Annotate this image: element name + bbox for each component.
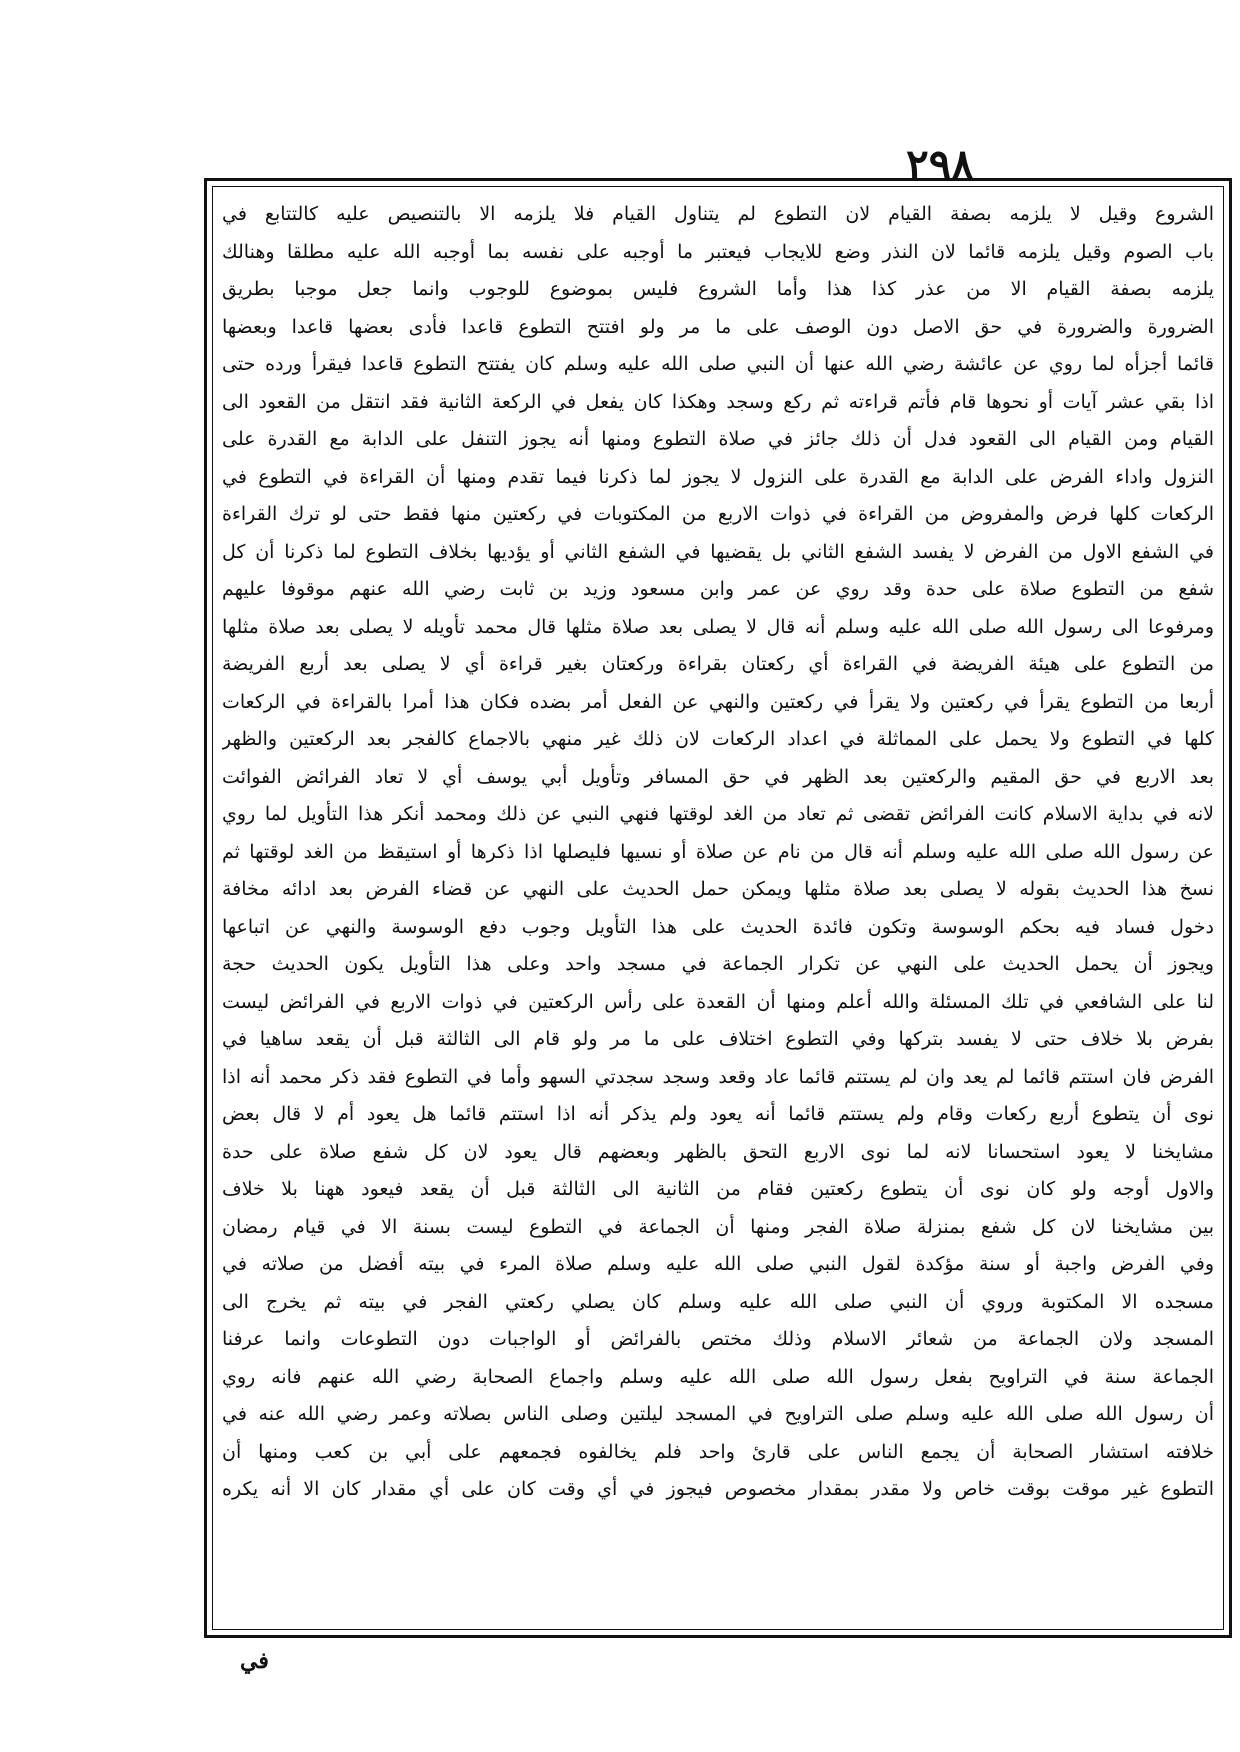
text-line: القيام ومن القيام الى القعود فدل أن ذلك جائز في صلاة التطوع ومنها أنه يجوز التنفل على الدابة مع القدرة على bbox=[222, 428, 1214, 450]
text-line: ومرفوعا الى رسول الله صلى الله عليه وسلم أنه قال لا يصلى بعد صلاة مثلها قال محمد تأويله لا يصلى بعد صلاة مثلها bbox=[222, 615, 1214, 638]
text-line: الضرورة والضرورة في حق الاصل دون الوصف على ما مر ولو افتتح التطوع قاعدا فأدى بعضها قاعدا وبعضها bbox=[222, 315, 1214, 338]
text-line: بعد الاربع في حق المقيم والركعتين بعد الظهر في حق المسافر وتأويل أبي يوسف أي لا تعاد الفرائض الفوائت bbox=[222, 765, 1214, 788]
text-line: عن رسول الله صلى الله عليه وسلم أنه قال من نام عن صلاة أو نسيها فليصلها اذا ذكرها أو استيقظ من الغد لوقتها ثم bbox=[222, 840, 1214, 863]
text-line: اذا بقي عشر آيات أو نحوها قام فأتم قراءته ثم ركع وسجد وهكذا كان يفعل في الركعة الثانية فقد انتقل من القعود الى bbox=[222, 390, 1214, 413]
text-line: لنا على الشافعي في تلك المسئلة والله أعلم ومنها أن القعدة على رأس الركعتين في ذوات الاربع في الفرائض ليست bbox=[222, 990, 1214, 1013]
text-line: بين مشايخنا لان كل شفع بمنزلة صلاة الفجر ومنها أن الجماعة في التطوع ليست بسنة الا في قيام رمضان bbox=[222, 1215, 1214, 1238]
text-line: دخول فساد فيه بحكم الوسوسة وتكون فائدة الحديث على هذا التأويل وجوب دفع الوسوسة والنهي عن اتباعها bbox=[222, 915, 1214, 938]
text-line: النزول واداء الفرض على الدابة مع القدرة على النزول لا يجوز لما ذكرنا فيما تقدم ومنها أن القراءة في التطوع في bbox=[222, 465, 1214, 488]
text-line: التطوع غير موقت بوقت خاص ولا مقدر بمقدار مخصوص فيجوز في أي وقت كان على أي مقدار كان الا أنه يكره bbox=[222, 1478, 1214, 1500]
catchword: في bbox=[240, 1648, 269, 1674]
text-line: نوى أن يتطوع أربع ركعات وقام ولم يستتم قائما أنه يعود ولم يذكر أنه اذا استتم قائما هل يعود أم لا قال بعض bbox=[222, 1103, 1214, 1125]
text-line: بفرض بلا خلاف حتى لا يفسد بتركها وفي التطوع اختلاف على ما مر ولو قام الى الثالثة قبل أن يقعد ساهيا في bbox=[222, 1028, 1214, 1050]
text-line: ويجوز أن يحمل الحديث على النهي عن تكرار الجماعة في مسجد واحد وعلى هذا التأويل يكون الحديث حجة bbox=[222, 953, 1214, 975]
text-line: في الشفع الاول من الفرض لا يفسد الشفع الثاني بل يقضيها في الشفع الثاني أو يؤديها بخلاف التطوع لما ذكرنا أن كل bbox=[222, 540, 1214, 563]
text-line: باب الصوم وقيل يلزمه قائما لان النذر وضع للايجاب فيعتبر ما أوجبه على نفسه بما أوجبه الله عليه مطلقا وهنالك bbox=[222, 240, 1214, 263]
text-line: وفي الفرض واجبة أو سنة مؤكدة لقول النبي صلى الله عليه وسلم صلاة المرء في بيته أفضل من صلاته في bbox=[222, 1253, 1214, 1275]
text-line: يلزمه بصفة القيام الا من عذر كذا هذا وأما الشروع فليس بموضوع للوجوب وانما جعل موجبا بطريق bbox=[222, 278, 1214, 300]
text-line: كلها في التطوع ولا يحمل على المماثلة في اعداد الركعات لان ذلك غير منهي بالاجماع كالفجر بعد الركعتين والظهر bbox=[222, 728, 1214, 750]
text-line: مشايخنا لا يعود استحسانا لانه لما نوى الاربع التحق بالظهر وبعضهم قال يعود لان كل شفع صلاة على حدة bbox=[222, 1140, 1214, 1163]
text-line: الركعات كلها فرض والمفروض من القراءة في ذوات الاربع من المكتوبات في ركعتين منها فقط حتى لو ترك القراءة bbox=[222, 503, 1214, 525]
text-line: الجماعة سنة في التراويح بفعل رسول الله صلى الله عليه وسلم واجماع الصحابة رضي الله عنهم فانه روي bbox=[222, 1365, 1214, 1388]
text-line: مسجده الا المكتوبة وروي أن النبي صلى الله عليه وسلم كان يصلي ركعتي الفجر في بيته ثم يخرج الى bbox=[222, 1290, 1214, 1313]
text-body bbox=[222, 196, 1214, 1620]
text-line: والاول أوجه ولو كان نوى أن يتطوع ركعتين فقام من الثانية الى الثالثة قبل أن يقعد فيعود ههنا بلا خلاف bbox=[222, 1178, 1214, 1200]
text-line: من التطوع على هيئة الفريضة في القراءة أي ركعتان بقراءة وركعتان بغير قراءة أي لا يصلى بعد أربع الفريضة bbox=[222, 653, 1214, 675]
text-line: لانه في بداية الاسلام كانت الفرائض تقضى ثم تعاد من الغد لوقتها فنهي النبي عن ذلك ومحمد أنكر هذا التأويل لما روي bbox=[222, 803, 1214, 825]
text-line: أن رسول الله صلى الله عليه وسلم صلى التراويح في المسجد ليلتين وصلى الناس بصلاته وعمر رضي الله عنه في bbox=[222, 1403, 1214, 1425]
text-line: خلافته استشار الصحابة أن يجمع الناس على قارئ واحد فلم يخالفوه فجمعهم على أبي بن كعب ومنها أن bbox=[222, 1440, 1214, 1463]
text-line: نسخ هذا الحديث بقوله لا يصلى بعد صلاة مثلها ويمكن حمل الحديث على النهي عن قضاء الفرض بعد ادائه مخافة bbox=[222, 878, 1214, 900]
text-line: شفع من التطوع صلاة على حدة وقد روي عن عمر وابن مسعود وزيد بن ثابت رضي الله عنهم موقوفا عليهم bbox=[222, 578, 1214, 600]
text-line: أربعا من التطوع يقرأ في ركعتين ولا يقرأ في ركعتين والنهي عن الفعل أمر بضده فكان هذا أمرا بالقراءة في الركعات bbox=[222, 690, 1214, 713]
text-line: الفرض فان استتم قائما لم يعد وان لم يستتم قائما عاد وقعد وسجد سجدتي السهو وأما في التطوع فقد ذكر محمد أنه اذا bbox=[222, 1065, 1214, 1088]
text-line: المسجد ولان الجماعة من شعائر الاسلام وذلك مختص بالفرائض أو الواجبات دون التطوعات وانما عرفنا bbox=[222, 1328, 1214, 1350]
text-line: قائما أجزأه لما روي عن عائشة رضي الله عنها أن النبي صلى الله عليه وسلم كان يفتتح التطوع قاعدا فيقرأ ورده حتى bbox=[222, 353, 1214, 375]
page-number: ٢٩٨ bbox=[906, 140, 974, 189]
text-line: الشروع وقيل لا يلزمه بصفة القيام لان التطوع لم يتناول القيام فلا يلزمه الا بالتنصيص عليه كالتتابع في bbox=[222, 203, 1214, 225]
